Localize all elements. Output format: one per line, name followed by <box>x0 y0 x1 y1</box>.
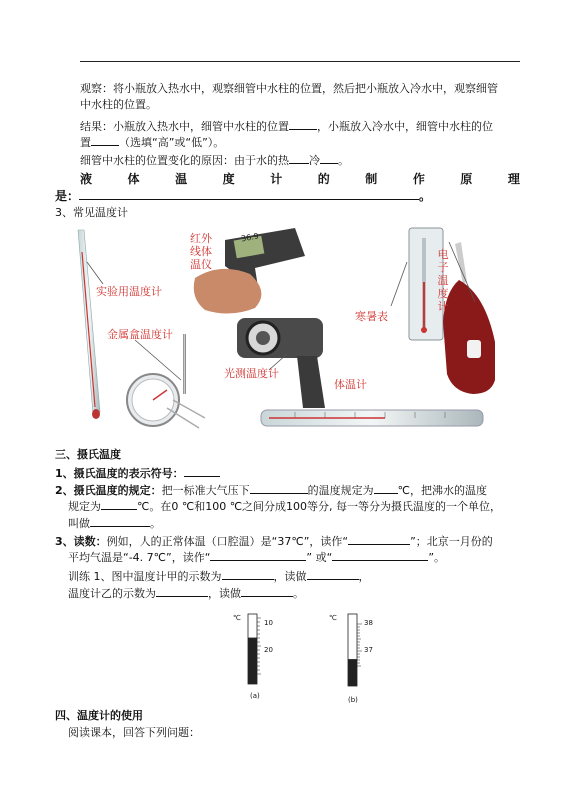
principle-char: 计 <box>270 172 283 186</box>
lab-thermometer-image <box>78 230 100 419</box>
label-optical: 光测温度计 <box>224 367 279 380</box>
training-text: ，读做 <box>273 570 307 583</box>
electronic-thermometer-image <box>443 242 495 394</box>
figure-b-tick: 37 <box>364 646 373 654</box>
answer-blank[interactable] <box>374 482 398 494</box>
answer-blank[interactable] <box>222 568 274 580</box>
figure-b-caption: (b) <box>348 696 358 704</box>
reason-text-a: 细管中水柱的位置变化的原因：由于水的热 <box>80 154 289 167</box>
thermometers-figure <box>55 222 525 432</box>
label-electronic-thermometer <box>437 248 449 313</box>
label-infrared-line: 温仪 <box>190 258 212 271</box>
answer-blank[interactable] <box>184 465 220 477</box>
q3-text: 例如，人的正常体温（口腔温）是“37℃”，读作“ <box>106 535 349 548</box>
result-text-c: 置 <box>80 136 91 149</box>
q2-text: 把一标准大气压下 <box>161 484 250 497</box>
training-line1 <box>68 568 370 584</box>
principle-char: 液 <box>80 172 93 186</box>
training-text: ， <box>358 570 370 583</box>
q2-line2 <box>68 498 501 514</box>
observe-line1: 观察：将小瓶放入热水中，观察细管中水柱的位置，然后把小瓶放入冷水中，观察细管 <box>80 82 498 95</box>
header-rule <box>80 61 520 62</box>
optical-thermometer-image <box>237 318 325 408</box>
q2-text: 。 <box>150 517 161 530</box>
figure-b-unit: ℃ <box>329 614 337 622</box>
principle-char: 体 <box>127 172 140 186</box>
training-text: 温度计乙的示数为 <box>68 587 156 600</box>
q3-text: ”。 <box>428 551 446 564</box>
q3-line1 <box>55 533 493 549</box>
observe-line2: 中水柱的位置。 <box>80 98 157 111</box>
label-lab-thermometer: 实验用温度计 <box>96 285 162 298</box>
q3-label: 3、读数： <box>55 535 107 548</box>
q2-text: 的温度规定为 <box>307 484 374 497</box>
figure-a-caption: (a) <box>250 692 260 700</box>
q2-text: 规定为 <box>68 500 101 513</box>
body-thermometer-image <box>261 410 483 426</box>
answer-blank[interactable] <box>348 533 410 545</box>
label-infrared <box>190 232 212 271</box>
q2-label: 2、摄氏温度的规定： <box>55 484 162 497</box>
label-body: 体温计 <box>334 378 367 391</box>
q2-line1 <box>55 482 487 498</box>
q1-text: 1、摄氏温度的表示符号： <box>55 467 184 480</box>
reason-line <box>80 152 349 168</box>
answer-blank[interactable] <box>241 585 293 597</box>
answer-blank[interactable] <box>289 118 317 130</box>
leader-line <box>87 262 103 284</box>
metal-box-thermometer-image <box>127 334 205 428</box>
q2-text: 叫做 <box>68 517 90 530</box>
result-text-d: （选填“高”或“低”）。 <box>119 136 225 149</box>
training-line2 <box>68 585 304 601</box>
answer-blank[interactable] <box>289 152 309 164</box>
answer-blank[interactable] <box>90 515 150 527</box>
result-line1 <box>80 118 493 134</box>
answer-blank[interactable] <box>156 585 208 597</box>
thermometer-a <box>244 612 262 686</box>
principle-char: 制 <box>365 172 378 186</box>
liquid-column-a <box>248 638 257 684</box>
label-metal-box: 金属盒温度计 <box>107 328 173 341</box>
section3-heading: 3、常见温度计 <box>55 206 128 219</box>
device-reading: 36.9 <box>240 231 260 244</box>
answer-blank[interactable] <box>79 188 419 200</box>
label-electronic-char: 计 <box>437 300 449 313</box>
principle-line <box>55 188 431 203</box>
q2-line3 <box>68 515 161 531</box>
label-electronic-char: 温 <box>437 274 449 287</box>
q2-text: ℃。在0 ℃和100 ℃之间分成100等分, 每一等分为摄氏温度的一个单位， <box>137 500 502 513</box>
result-text-a: 结果：小瓶放入热水中，细管中水柱的位置 <box>80 120 289 133</box>
answer-blank[interactable] <box>91 134 119 146</box>
liquid-column-b <box>348 659 357 686</box>
principle-is: 是： <box>55 189 80 203</box>
answer-blank[interactable] <box>101 498 137 510</box>
reason-text-c: 。 <box>338 154 349 167</box>
answer-blank[interactable] <box>332 549 428 561</box>
principle-char: 原 <box>460 172 473 186</box>
principle-char: 度 <box>222 172 235 186</box>
label-infrared-line: 红外 <box>190 232 212 245</box>
answer-blank[interactable] <box>210 549 306 561</box>
training-text: ，读做 <box>208 587 241 600</box>
part4-heading: 四、温度计的使用 <box>55 709 143 722</box>
label-infrared-line: 线体 <box>190 245 212 258</box>
thermometer-b <box>342 612 366 688</box>
training-text: 。 <box>293 587 304 600</box>
leader-line <box>391 262 407 306</box>
label-electronic-char: 电 <box>437 248 449 261</box>
label-electronic-char: 子 <box>437 261 449 274</box>
part3-heading: 三、摄氏温度 <box>55 448 121 461</box>
principle-char: 理 <box>507 172 520 186</box>
part4-text: 阅读课本，回答下列问题： <box>68 726 200 739</box>
figure-a-unit: ℃ <box>233 614 241 622</box>
training-text: 训练 1、图中温度计甲的示数为 <box>68 570 222 583</box>
q3-text: 平均气温是“-4. 7℃”，读作“ <box>68 551 211 564</box>
figure-a-tick: 10 <box>264 619 273 627</box>
q3-text: ” 或“ <box>306 551 333 564</box>
q2-text: ℃，把沸水的温度 <box>397 484 488 497</box>
result-text-b: ，小瓶放入冷水中，细管中水柱的位 <box>317 120 493 133</box>
answer-blank[interactable] <box>250 482 308 494</box>
answer-blank[interactable] <box>320 152 338 164</box>
q1-line <box>55 465 220 481</box>
principle-end: 。 <box>419 189 432 203</box>
figure-b-tick: 38 <box>364 619 373 627</box>
figure-a-tick: 20 <box>264 646 273 654</box>
principle-heading <box>80 170 520 187</box>
result-line2 <box>80 134 224 150</box>
principle-char: 温 <box>175 172 188 186</box>
label-cold-heat-meter: 寒暑表 <box>355 310 388 323</box>
label-electronic-char: 度 <box>437 287 449 300</box>
q3-line2 <box>68 549 445 565</box>
answer-blank[interactable] <box>307 568 359 580</box>
reason-text-b: 冷 <box>309 154 320 167</box>
q3-text: ”；北京一月份的 <box>410 535 493 548</box>
principle-char: 的 <box>317 172 330 186</box>
principle-char: 作 <box>412 172 425 186</box>
